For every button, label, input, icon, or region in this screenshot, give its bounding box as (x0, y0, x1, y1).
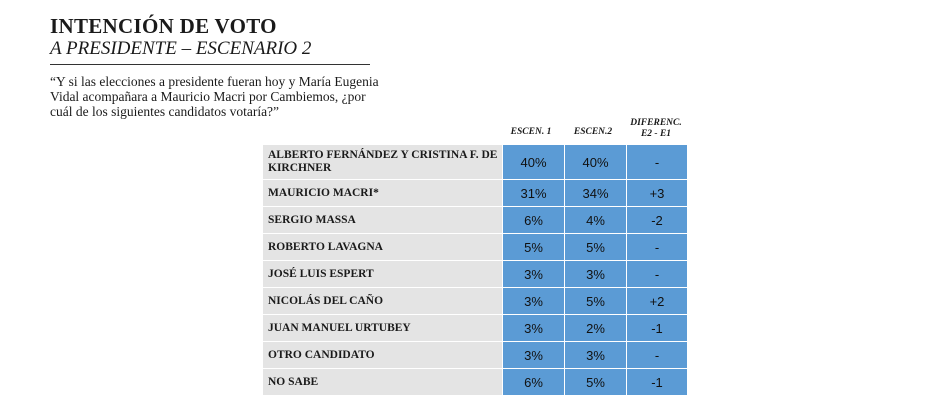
escen2-value: 4% (565, 207, 627, 234)
escen1-value: 5% (503, 234, 565, 261)
table-row (263, 342, 688, 369)
survey-question: “Y si las elecciones a presidente fueran hoy y María Eugenia Vidal acompañara a Mauricio Macri por Cambiemos, ¿por cuál de los siguientes candidatos votaría?” (50, 74, 379, 119)
table-row (263, 180, 688, 207)
table-row (263, 315, 688, 342)
escen1-value: 6% (503, 207, 565, 234)
page-subtitle: A PRESIDENTE – ESCENARIO 2 (50, 38, 312, 59)
column-header-difference (624, 118, 688, 140)
escen2-value: 2% (565, 315, 627, 342)
escen2-value: 3% (565, 342, 627, 369)
escen1-value: 3% (503, 288, 565, 315)
candidate-name: MAURICIO MACRI* (263, 180, 503, 207)
difference-value: -1 (627, 315, 688, 342)
difference-value: -2 (627, 207, 688, 234)
escen1-value: 31% (503, 180, 565, 207)
results-table (262, 144, 688, 396)
table-row (263, 288, 688, 315)
difference-header-line2: E2 - E1 (640, 129, 672, 139)
table-row (263, 369, 688, 396)
candidate-name: NICOLÁS DEL CAÑO (263, 288, 503, 315)
difference-value: - (627, 234, 688, 261)
table-row (263, 145, 688, 180)
table-row (263, 207, 688, 234)
column-header-escen2: ESCEN.2 (573, 127, 613, 137)
difference-value: - (627, 261, 688, 288)
difference-value: - (627, 342, 688, 369)
table-row (263, 234, 688, 261)
difference-value: -1 (627, 369, 688, 396)
table-row (263, 261, 688, 288)
escen2-value: 40% (565, 145, 627, 180)
difference-header-line1: DIFERENC. (630, 118, 682, 128)
escen2-value: 5% (565, 234, 627, 261)
candidate-name: JOSÉ LUIS ESPERT (263, 261, 503, 288)
escen1-value: 40% (503, 145, 565, 180)
escen2-value: 5% (565, 288, 627, 315)
difference-value: - (627, 145, 688, 180)
escen1-value: 3% (503, 315, 565, 342)
difference-value: +2 (627, 288, 688, 315)
candidate-name: JUAN MANUEL URTUBEY (263, 315, 503, 342)
candidate-name: OTRO CANDIDATO (263, 342, 503, 369)
escen2-value: 3% (565, 261, 627, 288)
title-divider (50, 64, 370, 65)
escen2-value: 5% (565, 369, 627, 396)
column-header-escen1: ESCEN. 1 (510, 127, 552, 137)
candidate-name: NO SABE (263, 369, 503, 396)
escen1-value: 3% (503, 261, 565, 288)
escen1-value: 6% (503, 369, 565, 396)
difference-value: +3 (627, 180, 688, 207)
candidate-name: ALBERTO FERNÁNDEZ Y CRISTINA F. DE KIRCHNER (263, 145, 503, 180)
page-title: INTENCIÓN DE VOTO (50, 14, 277, 38)
escen2-value: 34% (565, 180, 627, 207)
candidate-name: SERGIO MASSA (263, 207, 503, 234)
escen1-value: 3% (503, 342, 565, 369)
candidate-name: ROBERTO LAVAGNA (263, 234, 503, 261)
